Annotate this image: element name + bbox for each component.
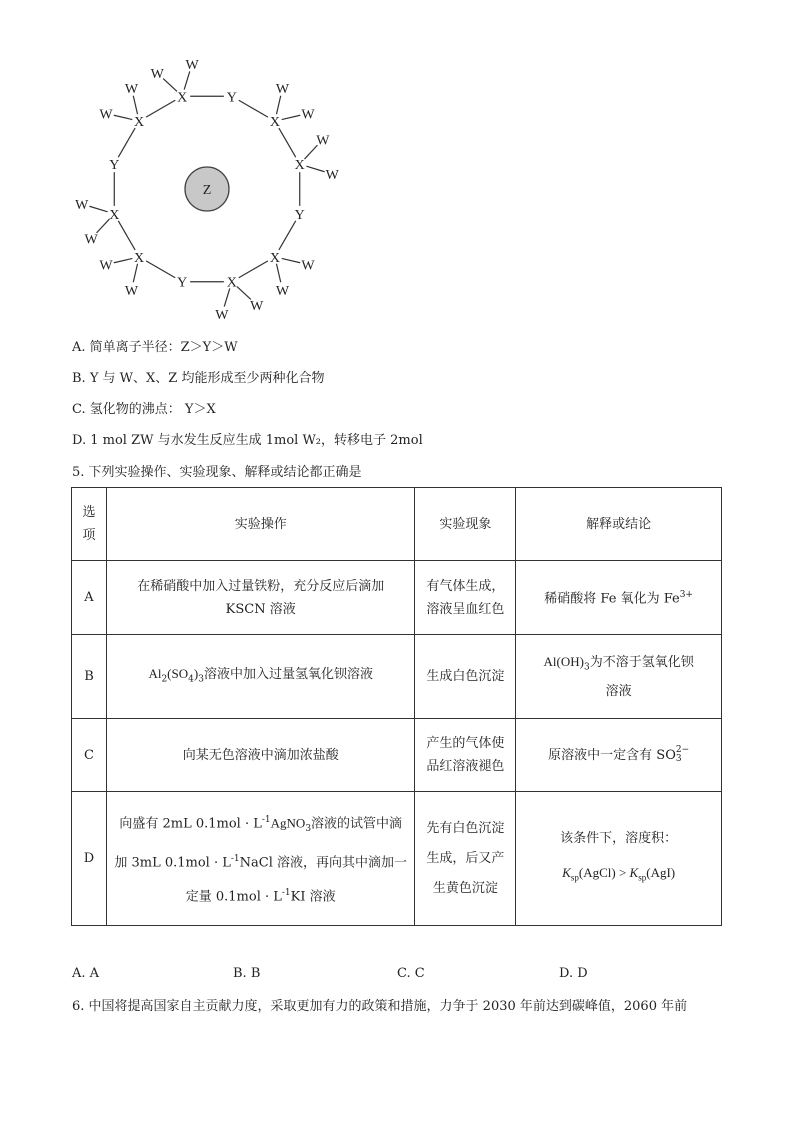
ring-atom-x: X (177, 90, 188, 106)
row-a-phenomenon: 有气体生成， 溶液呈血红色 (415, 561, 516, 635)
pendant-bond (114, 115, 133, 119)
pendant-bond (163, 79, 177, 92)
row-c-conclusion: 原溶液中一定含有 SO 2− 3 (516, 719, 722, 792)
pendant-atom-w: W (99, 258, 113, 274)
row-c-option: C (72, 719, 107, 792)
pendant-bond (282, 258, 301, 262)
ring-atom-y: Y (177, 275, 188, 291)
ring-bond (279, 221, 296, 250)
table-header-row (72, 488, 722, 561)
ring-atom-x: X (134, 250, 145, 266)
ring-bond (146, 100, 175, 117)
pendant-atom-w: W (99, 107, 113, 123)
row-d-phenomenon: 先有白色沉淀 生成，后又产 生黄色沉淀 (415, 792, 516, 926)
table-row-b (72, 635, 722, 719)
ring-atom-y: Y (294, 207, 305, 223)
table-row-c (72, 719, 722, 792)
ring-bond (279, 128, 296, 157)
ring-bond (118, 128, 135, 157)
row-d-conclusion: 该条件下，溶度积： $K_{sp}(AgCl) > K_{sp}(AgI)$ (516, 792, 722, 926)
header-conclusion: 解释或结论 (516, 488, 722, 561)
row-a-option: A (72, 561, 107, 635)
table-row-a (72, 561, 722, 635)
q4-option-c: C. 氢化物的沸点： Y＞X (72, 402, 216, 417)
pendant-atom-w: W (301, 258, 315, 274)
ring-atom-y: Y (109, 158, 120, 174)
q5-stem: 5. 下列实验操作、实验现象、解释或结论都正确是 (72, 465, 362, 480)
q5-table (71, 487, 722, 926)
pendant-bond (97, 219, 110, 233)
pendant-bond (114, 258, 133, 262)
molecular-structure-diagram (60, 58, 360, 333)
ring-bond (118, 221, 135, 250)
row-a-operation: 在稀硝酸中加入过量铁粉，充分反应后滴加 KSCN 溶液 (106, 561, 414, 635)
answer-choice-d: D. D (559, 966, 588, 981)
pendant-atom-w: W (316, 133, 330, 149)
header-option: 选 项 (72, 488, 107, 561)
pendant-bond (133, 96, 137, 115)
table-row-d (72, 792, 722, 926)
ring-atom-x: X (269, 115, 280, 131)
pendant-bond (184, 71, 190, 89)
ring-atom-x: X (269, 250, 280, 266)
row-b-phenomenon: 生成白色沉淀 (415, 635, 516, 719)
ring-bond (239, 261, 268, 278)
row-c-operation: 向某无色溶液中滴加浓盐酸 (106, 719, 414, 792)
pendant-atom-w: W (275, 284, 290, 300)
ring-bond (239, 100, 268, 117)
pendant-atom-w: W (124, 81, 139, 97)
q6-stem: 6. 中国将提高国家自主贡献力度，采取更加有力的政策和措施，力争于 2030 年前达到碳峰值，2060 年前 (72, 999, 688, 1014)
pendant-bond (282, 115, 301, 119)
answer-choice-a: A. A (72, 966, 100, 981)
pendant-bond (306, 166, 324, 172)
ring-atom-x: X (134, 115, 145, 131)
pendant-bond (276, 96, 280, 115)
header-operation: 实验操作 (106, 488, 414, 561)
pendant-bond (237, 287, 251, 300)
pendant-atom-w: W (124, 284, 139, 300)
ring-atom-x: X (109, 207, 120, 223)
pendant-atom-w: W (75, 197, 89, 213)
row-c-phenomenon: 产生的气体使 品红溶液褪色 (415, 719, 516, 792)
q4-option-a: A. 简单离子半径：Z＞Y＞W (72, 340, 238, 355)
pendant-bond (224, 288, 230, 306)
row-a-conclusion: 稀硝酸将 Fe 氧化为 $Fe^{3+}$ (516, 561, 722, 635)
pendant-atom-w: W (301, 107, 315, 123)
pendant-atom-w: W (215, 308, 229, 324)
pendant-atom-w: W (250, 298, 264, 314)
pendant-atom-w: W (84, 232, 98, 248)
answer-choice-c: C. C (397, 966, 425, 981)
pendant-atom-w: W (325, 168, 339, 184)
row-b-conclusion: $Al(OH)_3$为不溶于氢氧化钡 溶液 (516, 635, 722, 719)
pendant-bond (276, 264, 280, 283)
answer-choice-b: B. B (233, 966, 261, 981)
pendant-atom-w: W (185, 58, 199, 73)
row-d-operation: 向盛有 2mL $0.1mol \cdot L^{-1}AgNO_3$溶液的试管中滴 加 3mL $0.1mol \cdot L^{-1}NaCl$ 溶液，再向其中滴加一 定量 $0.1mol \cdot L^{-1}KI$ 溶液 (106, 792, 414, 926)
pendant-bond (89, 206, 107, 212)
row-b-operation: $Al_2(SO_4)_3$溶液中加入过量氢氧化钡溶液 (106, 635, 414, 719)
row-b-option: B (72, 635, 107, 719)
pendant-atom-w: W (150, 67, 164, 83)
central-z-label: Z (202, 183, 212, 198)
q4-option-b: B. Y 与 W、X、Z 均能形成至少两种化合物 (72, 371, 325, 386)
pendant-atom-w: W (275, 81, 290, 97)
ring-atom-x: X (294, 158, 305, 174)
q4-option-d: D. 1 mol ZW 与水发生反应生成 1mol W₂，转移电子 2mol (72, 433, 423, 448)
header-phenomenon: 实验现象 (415, 488, 516, 561)
ring-bond (146, 261, 175, 278)
pendant-bond (133, 264, 137, 283)
ring-atom-x: X (226, 275, 237, 291)
ring-atom-y: Y (226, 90, 237, 106)
row-d-option: D (72, 792, 107, 926)
